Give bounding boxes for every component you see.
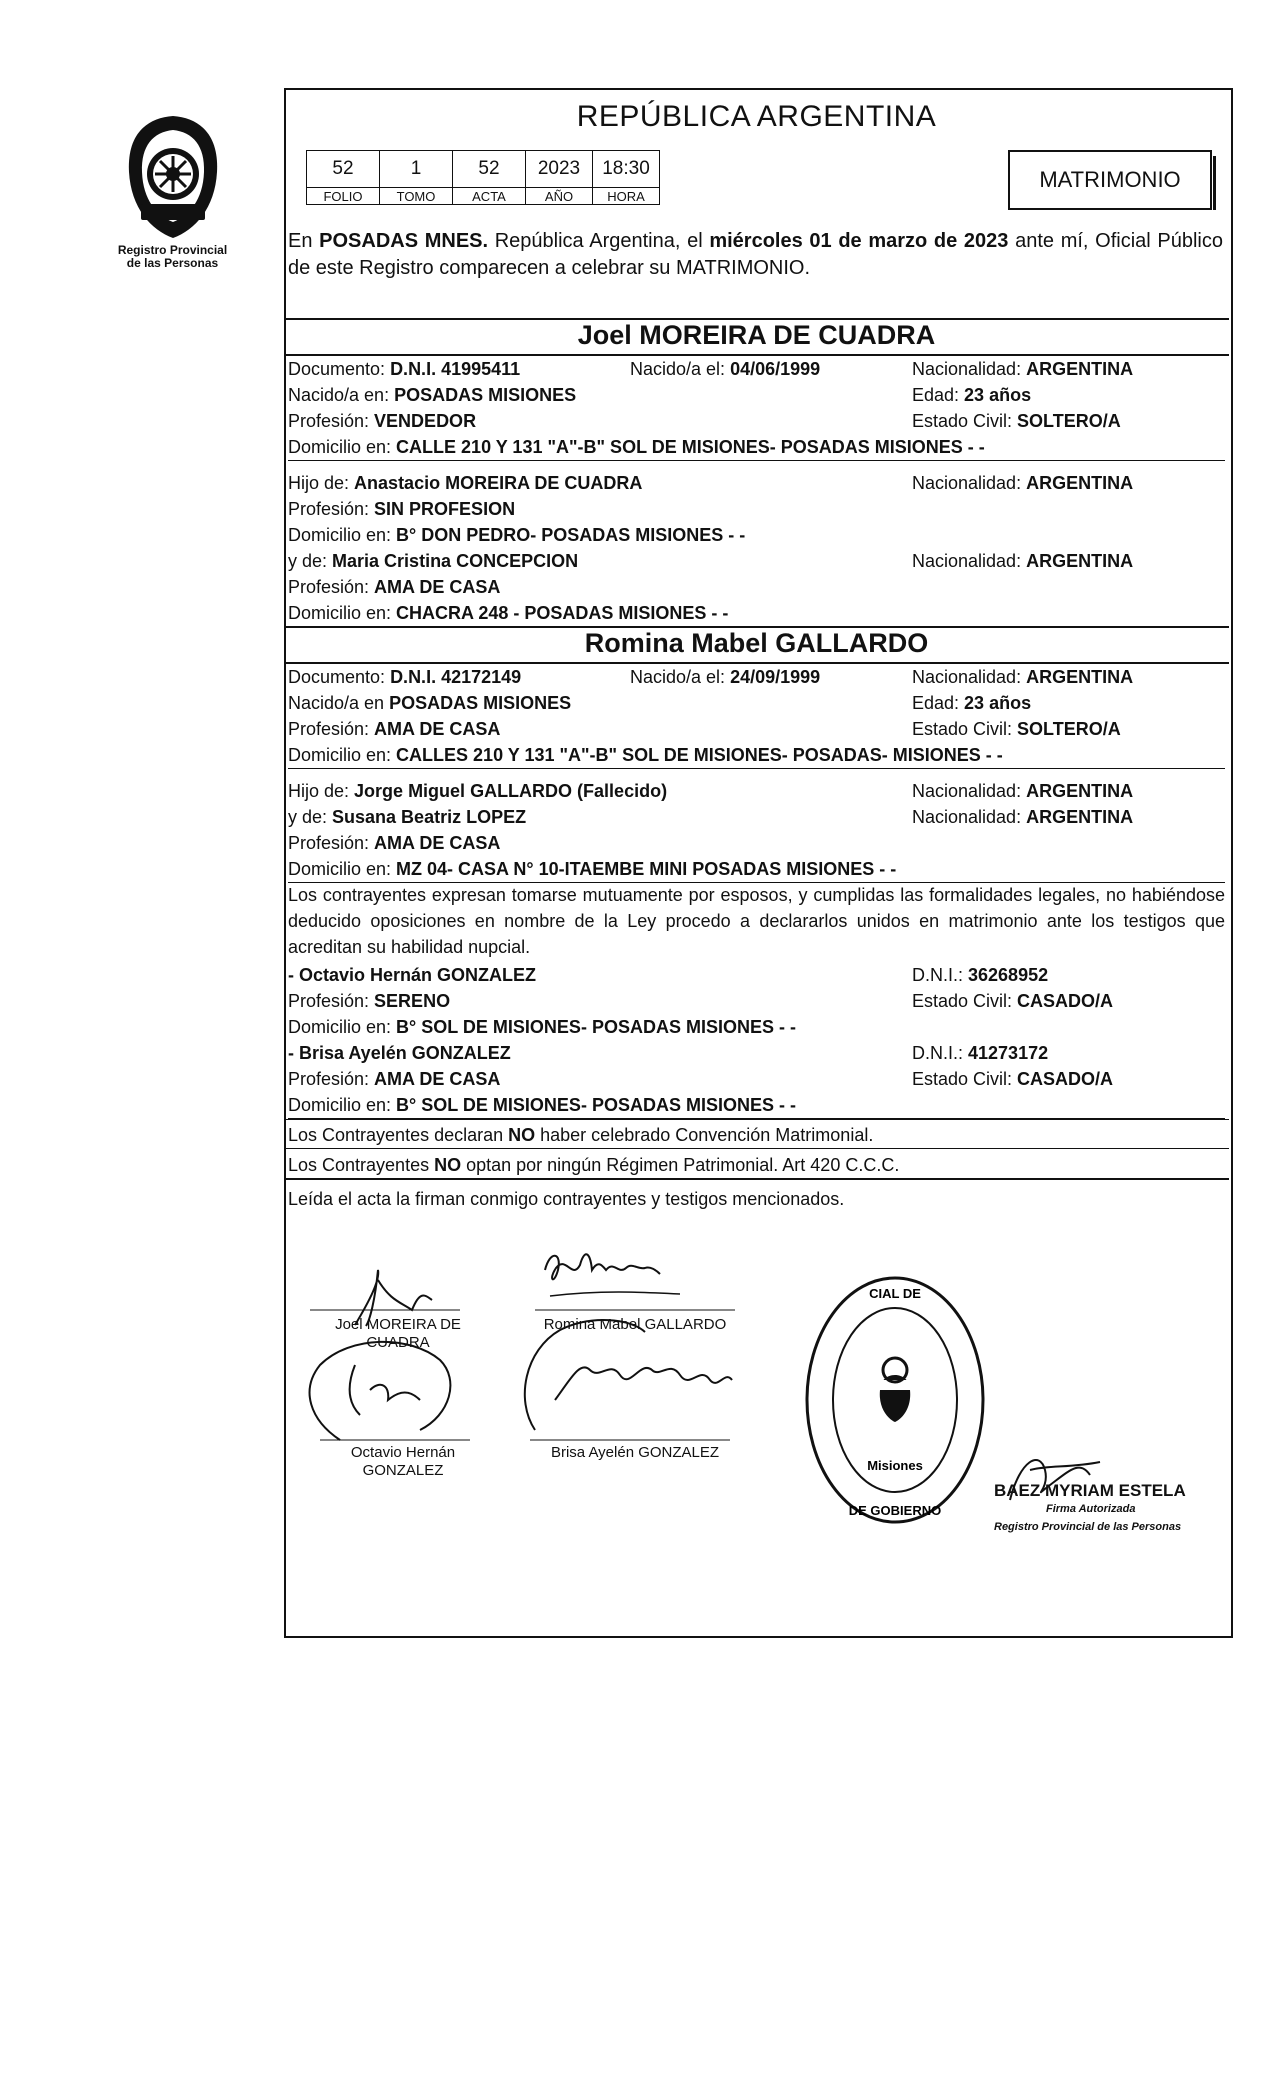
groom-mother-address (288, 600, 728, 626)
intro-date: miércoles 01 de marzo de 2023 (709, 230, 1009, 252)
witness1-signature-label (328, 1444, 478, 1480)
act-type-box: MATRIMONIO (1008, 150, 1212, 210)
bride-civil-status (912, 716, 1121, 742)
groom-birthplace (288, 382, 576, 408)
groom-birthdate (630, 356, 820, 382)
groom-father-nationality (912, 470, 1133, 496)
witness1-civil-status (912, 988, 1113, 1014)
value: CALLE 210 Y 131 "A"-B" SOL DE MISIONES- POSADAS MISIONES - - (396, 437, 985, 457)
bride-address (288, 742, 1225, 769)
bride-birthplace (288, 690, 571, 716)
label-line: GONZALEZ (362, 1462, 444, 1479)
value: D.N.I. 41995411 (390, 359, 521, 379)
bride-mother-profession (288, 830, 500, 856)
acta-label: ACTA (453, 188, 526, 205)
value: AMA DE CASA (374, 833, 501, 853)
value: CHACRA 248 - POSADAS MISIONES - - (396, 603, 729, 623)
closing-statement: Leída el acta la firman conmigo contrayentes y testigos mencionados. (288, 1189, 845, 1209)
label-line: CUADRA (366, 1334, 430, 1351)
witness1-dni (912, 962, 1048, 988)
label: Nacionalidad: (912, 781, 1027, 801)
emphasis: NO (434, 1155, 462, 1175)
value: D.N.I. 42172149 (390, 667, 522, 687)
bride-name: Romina Mabel GALLARDO (584, 628, 929, 658)
label: Domicilio en: (288, 1095, 397, 1115)
value: - Brisa Ayelén GONZALEZ (288, 1043, 511, 1063)
label: Estado Civil: (912, 719, 1018, 739)
intro-city: POSADAS MNES. (319, 230, 489, 252)
intro-text-1: En (288, 230, 320, 252)
bride-father (288, 778, 667, 804)
registry-logo (100, 112, 245, 270)
value: SOLTERO/A (1017, 719, 1121, 739)
label: Domicilio en: (288, 1017, 397, 1037)
registry-emblem-icon (121, 112, 225, 242)
hour-label: HORA (593, 188, 660, 205)
label: Profesión: (288, 833, 375, 853)
groom-mother-profession (288, 574, 500, 600)
emphasis: NO (508, 1125, 536, 1145)
value: 23 años (964, 385, 1032, 405)
witness2-civil-status (912, 1066, 1113, 1092)
regime-statement (288, 1152, 899, 1178)
label-line: Joel MOREIRA DE (335, 1316, 461, 1333)
groom-nationality (912, 356, 1133, 382)
label: Domicilio en: (288, 525, 397, 545)
value: SOLTERO/A (1017, 411, 1121, 431)
groom-civil-status (912, 408, 1121, 434)
bride-age (912, 690, 1031, 716)
bride-mother-nationality (912, 804, 1133, 830)
value: AMA DE CASA (374, 1069, 501, 1089)
value: ARGENTINA (1026, 551, 1134, 571)
groom-father (288, 470, 642, 496)
label: Nacido/a en (288, 693, 390, 713)
witness1-profession (288, 988, 450, 1014)
label: Nacionalidad: (912, 551, 1027, 571)
value: SERENO (374, 991, 451, 1011)
label: Estado Civil: (912, 411, 1018, 431)
groom-profession (288, 408, 476, 434)
groom-address (288, 434, 1225, 461)
bride-signature-label: Romina Mabel GALLARDO (543, 1316, 727, 1333)
logo-caption-line1: Registro Provincial (117, 243, 228, 257)
value: POSADAS MISIONES (389, 693, 572, 713)
value: AMA DE CASA (374, 719, 501, 739)
value: ARGENTINA (1026, 807, 1134, 827)
label: Documento: (288, 359, 391, 379)
witness2-name (288, 1040, 511, 1066)
label: Profesión: (288, 577, 375, 597)
witness2-address (288, 1092, 1225, 1119)
bride-document (288, 664, 521, 690)
label: Profesión: (288, 499, 375, 519)
groom-signature-label (318, 1316, 478, 1352)
folio-label: FOLIO (307, 188, 380, 205)
official-office: Registro Provincial de las Personas (994, 1521, 1182, 1533)
label: D.N.I.: (912, 965, 969, 985)
value: ARGENTINA (1026, 667, 1134, 687)
label: Nacionalidad: (912, 359, 1027, 379)
label: Nacionalidad: (912, 473, 1027, 493)
acta-value: 52 (453, 151, 526, 188)
label: Profesión: (288, 411, 375, 431)
label: Domicilio en: (288, 745, 397, 765)
label: Nacido/a el: (630, 667, 731, 687)
value: MZ 04- CASA N° 10-ITAEMBE MINI POSADAS MISIONES - - (396, 859, 897, 879)
value: CALLES 210 Y 131 "A"-B" SOL DE MISIONES- POSADAS- MISIONES - - (396, 745, 1003, 765)
value: Anastacio MOREIRA DE CUADRA (354, 473, 643, 493)
witness2-signature-label: Brisa Ayelén GONZALEZ (550, 1444, 720, 1461)
divider (284, 1148, 1229, 1149)
svg-text:Misiones: Misiones (867, 1458, 923, 1473)
official-seal-icon (800, 1270, 990, 1530)
label: Hijo de: (288, 781, 355, 801)
value: AMA DE CASA (374, 577, 501, 597)
value: 41273172 (968, 1043, 1049, 1063)
label: Profesión: (288, 1069, 375, 1089)
label: y de: (288, 807, 333, 827)
value: 04/06/1999 (730, 359, 821, 379)
witness1-address (288, 1014, 796, 1040)
groom-mother-nationality (912, 548, 1133, 574)
witness2-dni (912, 1040, 1048, 1066)
value: Susana Beatriz LOPEZ (332, 807, 527, 827)
signatures-drawing (300, 1240, 740, 1470)
label: Nacido/a el: (630, 359, 731, 379)
label-line: Octavio Hernán (350, 1444, 456, 1461)
witness2-profession (288, 1066, 500, 1092)
label: y de: (288, 551, 333, 571)
bride-profession (288, 716, 500, 742)
value: Maria Cristina CONCEPCION (332, 551, 579, 571)
value: ARGENTINA (1026, 473, 1134, 493)
label: Nacionalidad: (912, 667, 1027, 687)
value: B° DON PEDRO- POSADAS MISIONES - - (396, 525, 746, 545)
witness1-name (288, 962, 536, 988)
intro-paragraph (288, 228, 1223, 282)
official-title: Firma Autorizada (1046, 1503, 1136, 1515)
value: 23 años (964, 693, 1032, 713)
value: SIN PROFESION (374, 499, 516, 519)
official-block (994, 1482, 1226, 1536)
tomo-value: 1 (380, 151, 453, 188)
label: Profesión: (288, 991, 375, 1011)
svg-text:DE GOBIERNO: DE GOBIERNO (848, 1503, 942, 1518)
label: Nacido/a en: (288, 385, 395, 405)
value: VENDEDOR (374, 411, 477, 431)
label: Domicilio en: (288, 859, 397, 879)
text: haber celebrado Convención Matrimonial. (535, 1125, 874, 1145)
label: Domicilio en: (288, 603, 397, 623)
year-label: AÑO (526, 188, 593, 205)
groom-father-profession (288, 496, 515, 522)
bride-mother (288, 804, 526, 830)
groom-document (288, 356, 520, 382)
registration-table (306, 150, 660, 205)
hour-value: 18:30 (593, 151, 660, 188)
value: Jorge Miguel GALLARDO (Fallecido) (354, 781, 668, 801)
value: 24/09/1999 (730, 667, 821, 687)
label: Nacionalidad: (912, 807, 1027, 827)
label: Profesión: (288, 719, 375, 739)
tomo-label: TOMO (380, 188, 453, 205)
label: D.N.I.: (912, 1043, 969, 1063)
groom-mother (288, 548, 578, 574)
value: 36268952 (968, 965, 1049, 985)
divider (284, 1119, 1229, 1120)
year-value: 2023 (526, 151, 593, 188)
document-title: REPÚBLICA ARGENTINA (576, 100, 937, 133)
bride-father-nationality (912, 778, 1133, 804)
bride-nationality (912, 664, 1133, 690)
label: Estado Civil: (912, 991, 1018, 1011)
bride-mother-address (288, 856, 1225, 883)
value: CASADO/A (1017, 991, 1114, 1011)
intro-text-2: República Argentina, el (488, 230, 710, 252)
folio-value: 52 (307, 151, 380, 188)
value: B° SOL DE MISIONES- POSADAS MISIONES - - (396, 1095, 796, 1115)
groom-father-address (288, 522, 745, 548)
text: Los Contrayentes declaran (288, 1125, 509, 1145)
divider (284, 1178, 1229, 1180)
label: Edad: (912, 693, 965, 713)
groom-age (912, 382, 1031, 408)
label: Documento: (288, 667, 391, 687)
text: Los Contrayentes (288, 1155, 435, 1175)
label: Hijo de: (288, 473, 355, 493)
official-name: BAEZ MYRIAM ESTELA (994, 1481, 1186, 1500)
value: B° SOL DE MISIONES- POSADAS MISIONES - - (396, 1017, 796, 1037)
label: Estado Civil: (912, 1069, 1018, 1089)
value: - Octavio Hernán GONZALEZ (288, 965, 537, 985)
value: POSADAS MISIONES (394, 385, 577, 405)
logo-caption-line2: de las Personas (126, 256, 219, 270)
declaration-paragraph: Los contrayentes expresan tomarse mutuamente por esposos, y cumplidas las formalidades legales, no habiéndose deducido oposiciones en nombre de la Ley procedo a declararlos unidos en matrimonio ante los testigos que acreditan su habilidad nupcial. (288, 885, 1225, 957)
value: ARGENTINA (1026, 359, 1134, 379)
svg-text:CIAL DE: CIAL DE (869, 1286, 921, 1301)
bride-birthdate (630, 664, 820, 690)
text: optan por ningún Régimen Patrimonial. Art 420 C.C.C. (461, 1155, 900, 1175)
label: Edad: (912, 385, 965, 405)
convention-statement (288, 1122, 873, 1148)
groom-name: Joel MOREIRA DE CUADRA (577, 320, 936, 350)
label: Domicilio en: (288, 437, 397, 457)
value: CASADO/A (1017, 1069, 1114, 1089)
value: ARGENTINA (1026, 781, 1134, 801)
intro-text-3: ante mí, Oficial Público de este Registro comparecen a celebrar su MATRIMONIO. (288, 230, 1223, 279)
